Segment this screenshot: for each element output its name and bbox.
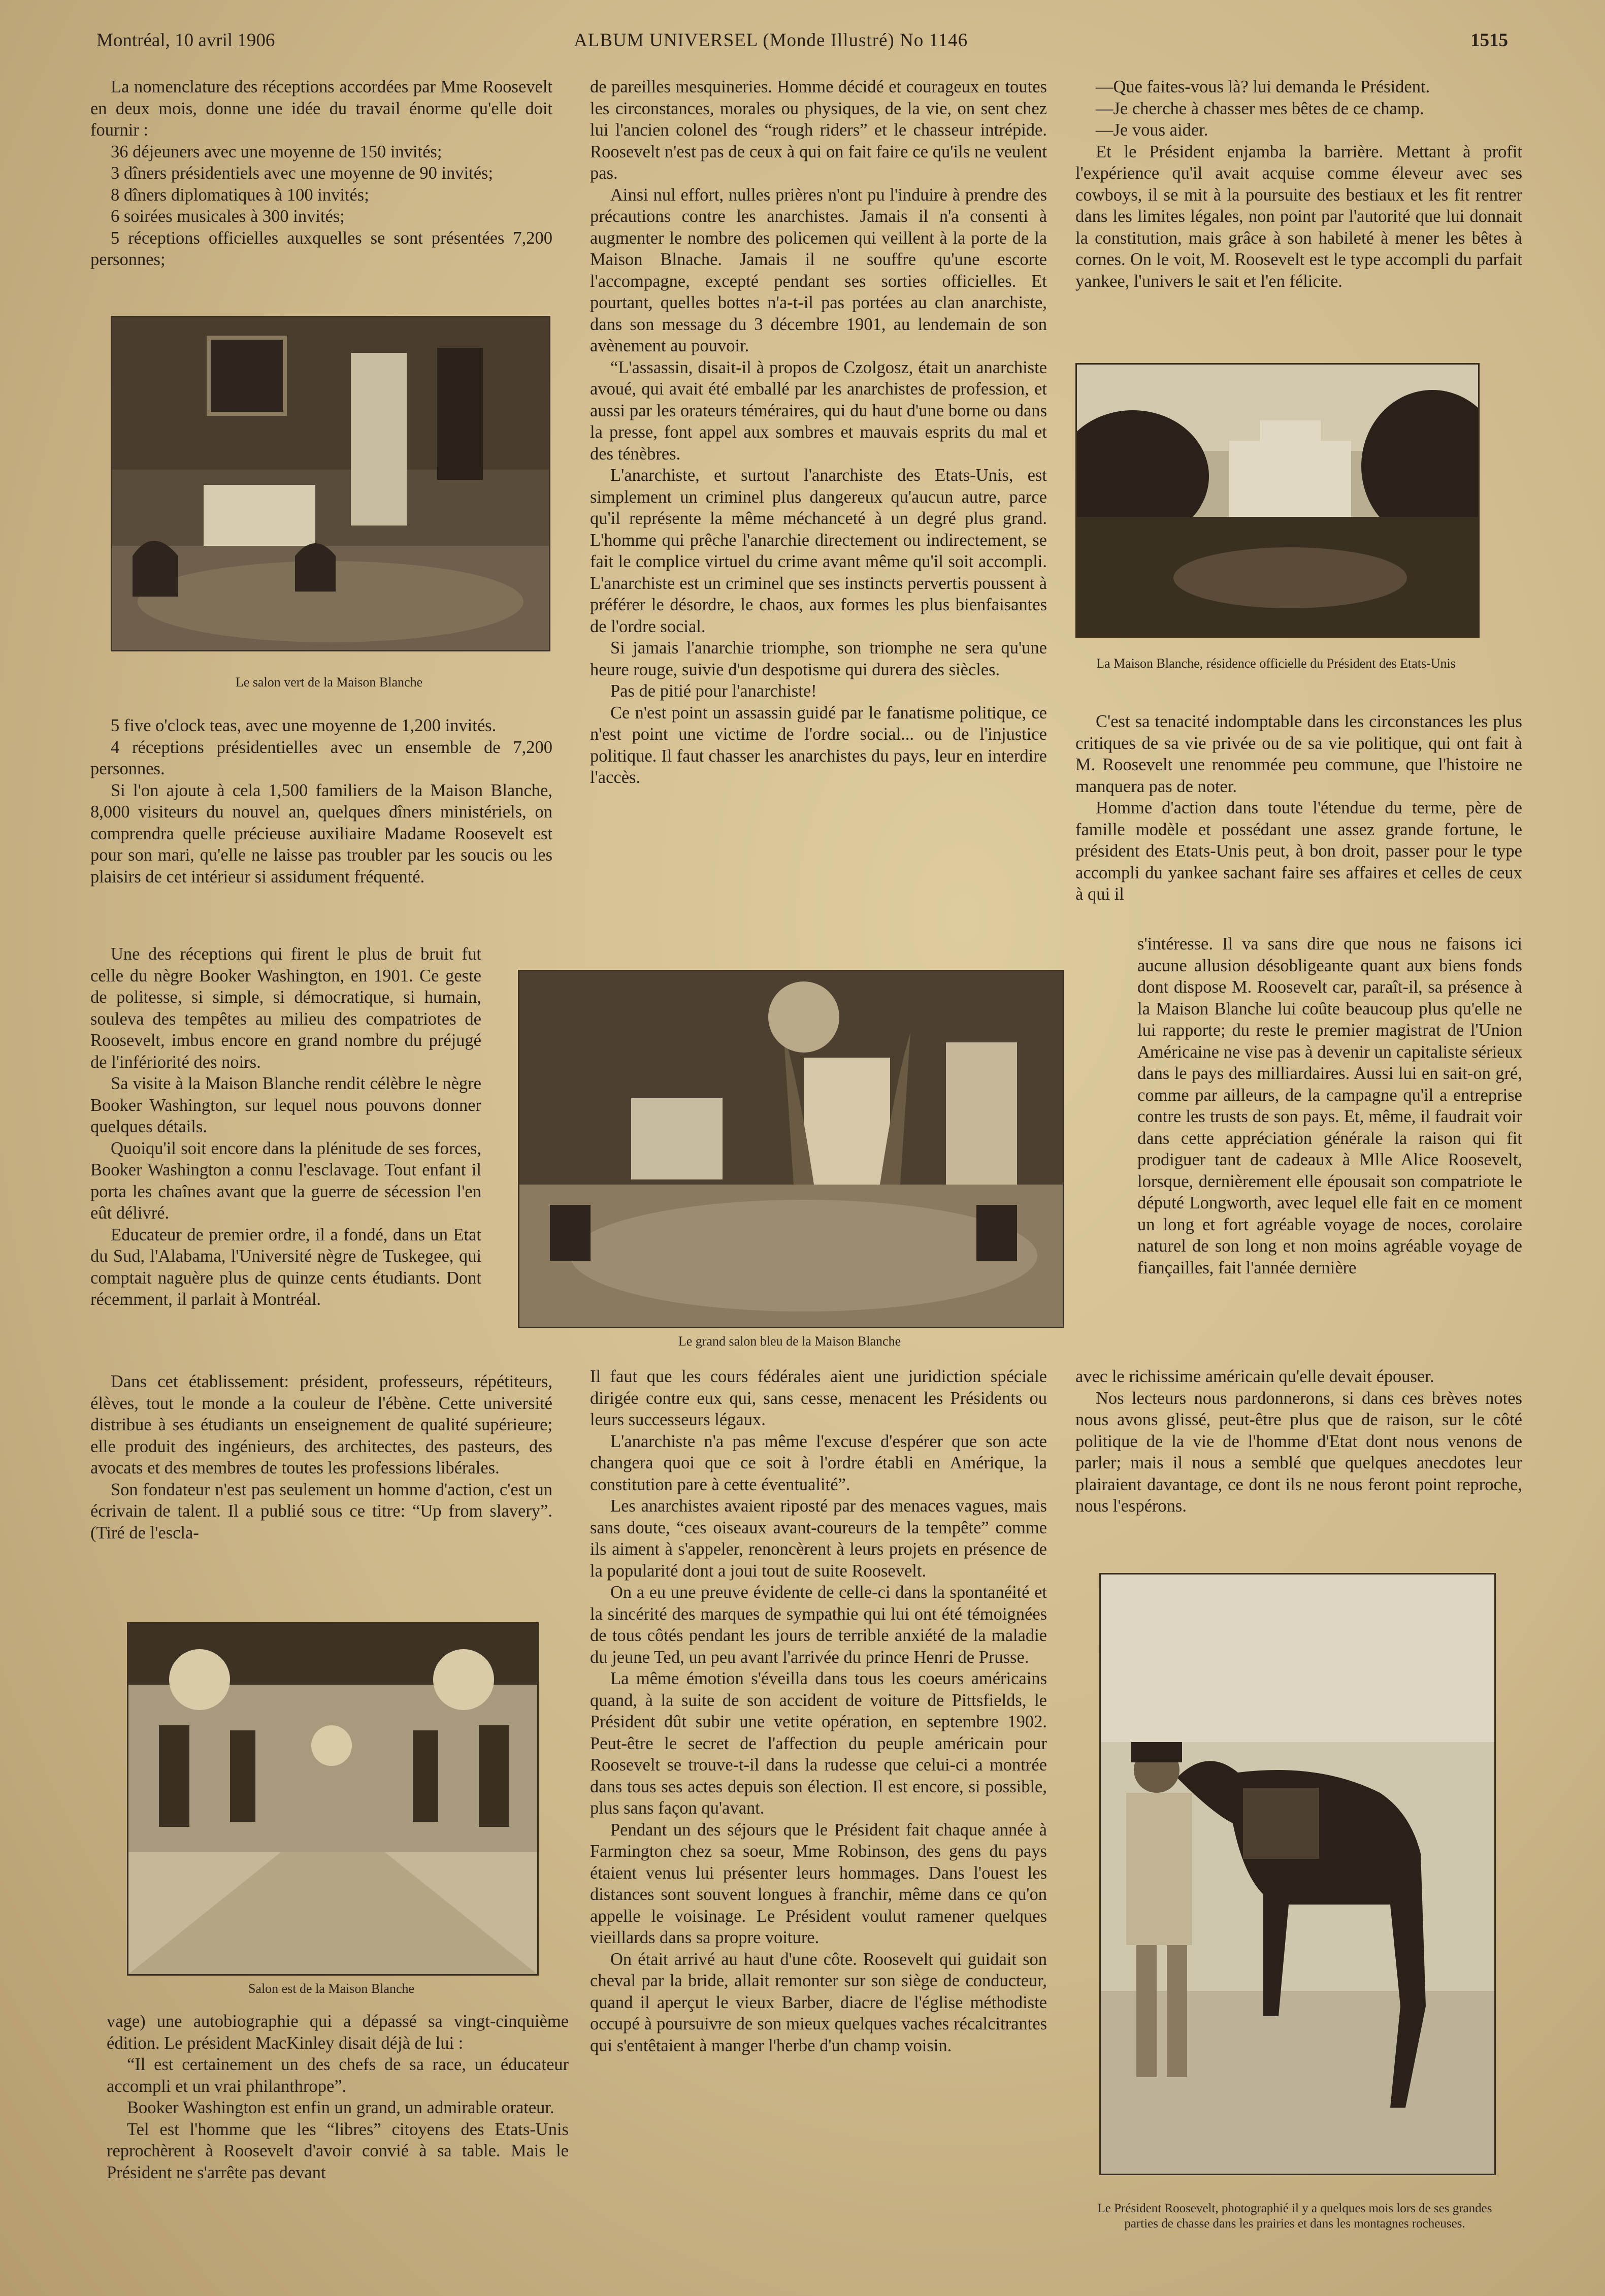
column-2-top (590, 76, 1047, 789)
paragraph: —Je vous aider. (1096, 120, 1208, 140)
paragraph: Tel est l'homme que les “libres” citoyens des Etats-Unis reprochèrent à Roosevelt d'avoir convié à sa table. Mais le Président ne s'arrête pas devant (107, 2119, 569, 2182)
caption-salon-est: Salon est de la Maison Blanche (248, 1981, 415, 1996)
paragraph: vage) une autobiographie qui a dépassé sa vingt-cinquième édition. Le président MacKinley disait déjà de lui : (107, 2012, 569, 2053)
column-2-bottom (590, 1366, 1047, 2056)
paragraph: Il faut que les cours fédérales aient une juridiction spéciale dirigée contre eux qui, sans cesse, menacent les Présidents ou leurs successeurs légaux. (590, 1367, 1047, 1429)
paragraph: Une des réceptions qui firent le plus de bruit fut celle du nègre Booker Washington, en 1901. Ce geste de politesse, si simple, si démocratique, si humain, souleva des tempêtes au milieu des compatriotes de Roosevelt, imbus encore en grand nombre du préjugé de l'infériorité des noirs. (90, 944, 481, 1072)
column-1-mid (90, 715, 552, 888)
paragraph: Ce n'est point un assassin guidé par le fanatisme politique, ce n'est point une victime de l'ordre social... ou de l'injustice politique. Il faut chasser les anarchistes du pays, leur en interdire l'accès. (590, 703, 1047, 787)
paragraph: Quoiqu'il soit encore dans la plénitude de ses forces, Booker Washington a connu l'esclavage. Tout enfant il porta les chaînes avant que la guerre de sécession l'en eût délivré. (90, 1138, 481, 1223)
paragraph: Educateur de premier ordre, il a fondé, dans un Etat du Sud, l'Alabama, l'Université nègre de Tuskegee, qui comptait naguère plus de quinze cents étudiants. Dont récemment, il parlait à Montréal. (90, 1225, 481, 1309)
paragraph: Et le Président enjamba la barrière. Mettant à profit l'expérience qu'il avait acquise comme éleveur avec ses cowboys, il se mit à la poursuite des bestiaux et les fit rentrer dans les limites légales, non point par l'autorité que lui donnait la constitution, mais grâce à son habileté à mener les bêtes à cornes. On le voit, M. Roosevelt est le type accompli du parfait yankee, l'univers le sait et l'en félicite. (1075, 142, 1522, 291)
paragraph: 36 déjeuners avec une moyenne de 150 invités; (111, 142, 442, 161)
issue-date: Montréal, 10 avril 1906 (96, 30, 275, 51)
column-1-narrow (90, 943, 481, 1310)
photo-salon-vert (111, 316, 550, 651)
paragraph: de pareilles mesquineries. Homme décidé et courageux en toutes les circonstances, morales ou physiques, de la vie, on sent chez lui l'ancien colonel des “rough riders” et le chasseur intrépide. Roosevelt n'est pas de ceux à qui on fait faire ce qu'ils ne veulent pas. (590, 77, 1047, 183)
paragraph: 4 réceptions présidentielles avec un ensemble de 7,200 personnes. (90, 737, 552, 778)
paragraph: C'est sa tenacité indomptable dans les circonstances les plus critiques de sa vie privée ou de sa vie politique, qui ont fait à M. Roosevelt une renommée peu commune, que l'histoire ne manquera pas de noter. (1075, 712, 1522, 796)
paragraph: Pas de pitié pour l'anarchiste! (610, 681, 817, 701)
paragraph: —Je cherche à chasser mes bêtes de ce champ. (1096, 99, 1424, 118)
paragraph: Pendant un des séjours que le Président fait chaque année à Farmington chez sa soeur, Mme Robinson, des gens du pays étaient venus lui présenter leurs hommages. Dans l'ouest les distances sont souvent longues à franchir, même dans ce qu'on appelle le voisinage. Le Président voulut ramener quelques vieillards dans sa propre voiture. (590, 1820, 1047, 1947)
paragraph: Homme d'action dans toute l'étendue du terme, père de famille modèle et possédant une assez grande fortune, le président des Etats-Unis peut, à bon droit, passer pour le type accompli du yankee sachant faire ses affaires et celles de ceux à qui il (1075, 798, 1522, 904)
paragraph: Si jamais l'anarchie triomphe, son triomphe ne sera qu'une heure rouge, suivie d'un despotisme qui durera des siècles. (590, 638, 1047, 679)
photo-salon-bleu (518, 970, 1064, 1328)
paragraph: Les anarchistes avaient riposté par des menaces vagues, mais sans doute, “ces oiseaux avant-coureurs de la tempête” comme ils aiment à s'appeler, renoncèrent à leurs projets en présence de la popularité dont a joui tout de suite Roosevelt. (590, 1496, 1047, 1581)
column-1-lower (90, 1371, 552, 1544)
page-number: 1515 (1470, 30, 1508, 51)
paragraph: avec le richissime américain qu'elle devait épouser. (1075, 1367, 1434, 1386)
column-1-top (90, 76, 552, 271)
column-1-bottom (107, 2011, 569, 2183)
paragraph: “Il est certainement un des chefs de sa race, un éducateur accompli et un vrai philanthrope”. (107, 2055, 569, 2096)
paragraph: 5 five o'clock teas, avec une moyenne de 1,200 invités. (111, 716, 497, 735)
paragraph: 8 dîners diplomatiques à 100 invités; (111, 185, 369, 205)
paragraph: s'intéresse. Il va sans dire que nous ne faisons ici aucune allusion désobligeante quant aux biens fonds dont dispose M. Roosevelt car, paraît-il, sa présence à la Maison Blanche lui coûte beaucoup plus qu'elle ne lui rapporte; du reste le premier magistrat de l'Union Américaine ne vise pas à devenir un capitaliste sérieux dans le pays des milliardaires. Aussi lui en sait-on gré, comme par ailleurs, de la campagne qu'il a entreprise contre les trusts de son pays. Et, même, il faudrait voir dans cette appréciation générale la raison qui fit prodiguer tant de cadeaux à Mlle Alice Roosevelt, lorsque, dernièrement elle épousait son compatriote le député Longworth, avec lequel elle fait en ce moment un long et fort agréable voyage de noces, corolaire naturel de son long et non moins agréable voyage de fiançailles, fait l'année dernière (1137, 934, 1522, 1277)
photo-roosevelt-horse (1099, 1573, 1496, 2175)
caption-salon-vert: Le salon vert de la Maison Blanche (235, 675, 423, 690)
paragraph: La même émotion s'éveilla dans tous les coeurs américains quand, à la suite de son accident de voiture de Pittsfields, le Président dût subir une vetite opération, en septembre 1902. Peut-être le secret de l'affection du peuple américain pour Roosevelt se trouve-t-il dans la rudesse que celui-ci a montrée dans tous ses actes depuis son élection. Il est encore, si possible, plus sans façon qu'avant. (590, 1669, 1047, 1818)
paragraph: “L'assassin, disait-il à propos de Czolgosz, était un anarchiste avoué, qui avait été emballé par les anarchistes de profession, et aussi par les orateurs téméraires, qui du haut d'une borne ou dans la presse, font appel aux sombres et mauvais esprits du mal et des ténèbres. (590, 357, 1047, 464)
publication-title: ALBUM UNIVERSEL (Monde Illustré) No 1146 (574, 30, 968, 51)
paragraph: Dans cet établissement: président, professeurs, répétiteurs, élèves, tout le monde a la couleur de l'ébène. Cette université distribue à ses étudiants un enseignement de qualité supérieure; elle produit des ingénieurs, des architectes, des pasteurs, des avocats et des membres de toutes les professions libérales. (90, 1372, 552, 1478)
paragraph: 6 soirées musicales à 300 invités; (111, 207, 345, 226)
paragraph: Booker Washington est enfin un grand, un admirable orateur. (127, 2098, 554, 2117)
paragraph: On a eu une preuve évidente de celle-ci dans la spontanéité et la sincérité des marques de sympathie qui lui ont été témoignées de tous côtés pendant les jours de terrible anxiété de la maladie du jeune Ted, un peu avant l'arrivée du prince Henri de Prusse. (590, 1583, 1047, 1667)
page-header (96, 29, 1508, 60)
paragraph: Ainsi nul effort, nulles prières n'ont pu l'induire à prendre des précautions contre les anarchistes. Jamais il n'a consenti à augmenter le nombre des policemen qui veillent à la porte de la Maison Blnache. Jamais il ne souffre qu'une escorte l'accompagne, excepté pendant ses sorties officielles. Et pourtant, quelles bottes n'a-t-il pas portées au clan anarchiste, dans son message du 3 décembre 1901, au lendemain de son avènement au pouvoir. (590, 185, 1047, 355)
paragraph: Sa visite à la Maison Blanche rendit célèbre le nègre Booker Washington, sur lequel nous pouvons donner quelques détails. (90, 1074, 481, 1136)
column-3-top (1075, 76, 1522, 292)
paragraph: 5 réceptions officielles auxquelles se sont présentées 7,200 personnes; (90, 228, 552, 269)
paragraph: La nomenclature des réceptions accordées par Mme Roosevelt en deux mois, donne une idée du travail énorme qu'elle doit fournir : (90, 77, 552, 140)
photo-maison-blanche (1075, 363, 1480, 638)
paragraph: Si l'on ajoute à cela 1,500 familiers de la Maison Blanche, 8,000 visiteurs du nouvel an, quelques dîners ministériels, on comprendra quelle précieuse auxiliaire Madame Roosevelt est pour son mari, qu'elle ne laisse pas troubler par les soucis ou les plaisirs de cet intérieur si assidument fréquenté. (90, 780, 552, 887)
photo-salon-est (127, 1622, 539, 1976)
caption-salon-bleu: Le grand salon bleu de la Maison Blanche (678, 1334, 901, 1349)
paragraph: L'anarchiste n'a pas même l'excuse d'espérer que son acte changera quoi que ce soit à l'ordre établi en Amérique, la constitution pare à cette éventualité”. (590, 1431, 1047, 1494)
paragraph: 3 dîners présidentiels avec une moyenne de 90 invités; (111, 163, 494, 183)
paragraph: Nos lecteurs nous pardonnerons, si dans ces brèves notes nous avons glissé, peut-être plus que de raison, sur le côté politique de la vie de l'homme d'Etat dont nous venons de parler; mais il nous a semblé que quelques anecdotes leur plairaient davantage, ce dont ils ne nous feront point reproche, nous l'espérons. (1075, 1388, 1522, 1516)
paragraph: On était arrivé au haut d'une côte. Roosevelt qui guidait son cheval par la bride, allait remonter sur son siège de conducteur, quand il aperçut le vieux Barber, diacre de l'église méthodiste occupé à poursuivre de son mieux quelques vaches récalcitrantes qui s'entêtaient à manger l'herbe d'un champ voisin. (590, 1949, 1047, 2055)
column-3-after (1075, 1366, 1522, 1517)
column-3-mid (1075, 711, 1522, 905)
column-3-narrow (1137, 933, 1522, 1278)
paragraph: Son fondateur n'est pas seulement un homme d'action, c'est un écrivain de talent. Il a publié sous ce titre: “Up from slavery”. (Tiré de l'escla- (90, 1480, 552, 1543)
paragraph: —Que faites-vous là? lui demanda le Président. (1096, 77, 1430, 96)
caption-maison-blanche: La Maison Blanche, résidence officielle du Président des Etats-Unis (1096, 656, 1456, 671)
caption-roosevelt: Le Président Roosevelt, photographié il y a quelques mois lors de ses grandes parties de chasse dans les prairies et dans les montagnes rocheuses. (1097, 2202, 1492, 2231)
paragraph: L'anarchiste, et surtout l'anarchiste des Etats-Unis, est simplement un criminel plus dangereux qu'aucun autre, parce qu'il représente la même méchanceté à un degré plus grand. L'homme qui prêche l'anarchie directement ou indirectement, se fait le complice virtuel du crime avant même qu'il soit accompli. L'anarchiste est un criminel que ses instincts pervertis poussent à préférer le désordre, le chaos, aux formes les plus bienfaisantes de l'ordre social. (590, 466, 1047, 636)
